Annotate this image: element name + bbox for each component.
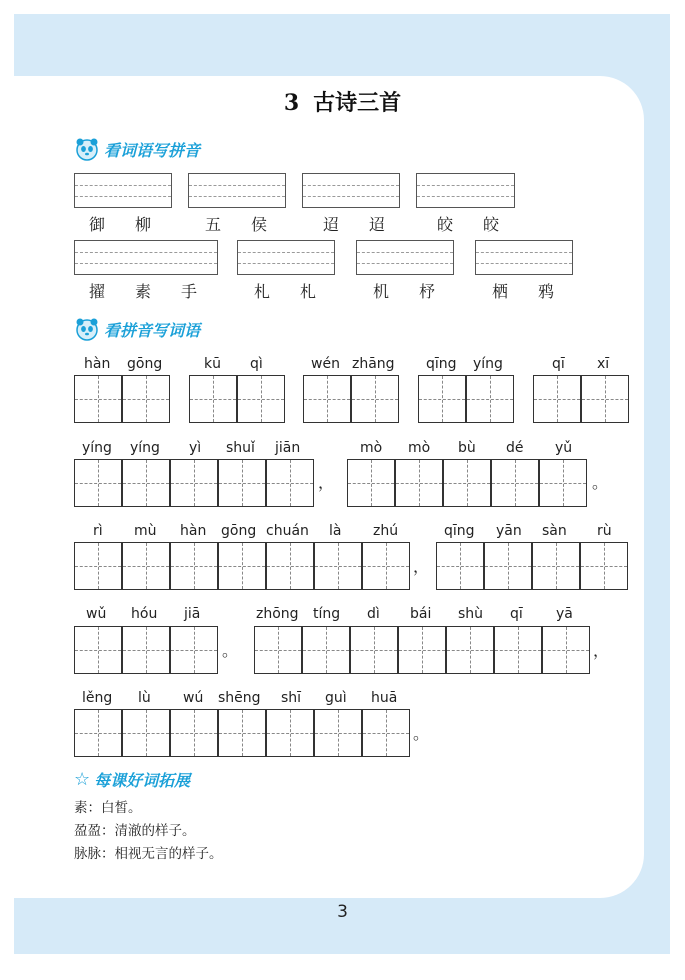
pinyin-answer-box[interactable] [237, 240, 335, 275]
pinyin: hóu [131, 606, 158, 622]
vocab-line: 盈盈：清澈的样子。 [74, 823, 196, 839]
punctuation: ， [318, 473, 335, 492]
pinyin: gōng [221, 523, 257, 539]
writing-cell[interactable] [398, 626, 446, 674]
writing-cell[interactable] [170, 626, 218, 674]
punctuation: 。 [222, 641, 239, 660]
pinyin: lěng [82, 690, 113, 706]
writing-cell[interactable] [418, 375, 466, 423]
pinyin: bái [410, 606, 432, 622]
writing-cell[interactable] [74, 375, 122, 423]
vocab-line: 素：白皙。 [74, 800, 142, 816]
pinyin: zhāng [352, 356, 395, 372]
pinyin: yā [556, 606, 573, 622]
writing-cell[interactable] [122, 375, 170, 423]
hanzi: 擢 [89, 282, 106, 301]
pinyin-answer-box[interactable] [356, 240, 454, 275]
writing-cell[interactable] [466, 375, 514, 423]
writing-cell[interactable] [347, 459, 395, 507]
writing-cell[interactable] [494, 626, 542, 674]
writing-cell[interactable] [580, 542, 628, 590]
pinyin: shù [458, 606, 484, 622]
writing-cell[interactable] [266, 709, 314, 757]
hanzi: 鸦 [538, 282, 555, 301]
pinyin: lù [138, 690, 151, 706]
page-number: 3 [337, 902, 348, 922]
writing-cell[interactable] [532, 542, 580, 590]
writing-cell[interactable] [362, 542, 410, 590]
pinyin-answer-box[interactable] [475, 240, 573, 275]
pinyin: dé [506, 440, 524, 456]
hanzi: 皎 [437, 215, 454, 234]
writing-cell[interactable] [395, 459, 443, 507]
hanzi: 柳 [135, 215, 152, 234]
pinyin: qì [250, 356, 263, 372]
writing-cell[interactable] [314, 709, 362, 757]
writing-cell[interactable] [581, 375, 629, 423]
pinyin: zhōng [256, 606, 299, 622]
hanzi: 机 [373, 282, 390, 301]
writing-cell[interactable] [74, 626, 122, 674]
pinyin: jiā [184, 606, 201, 622]
pinyin: kū [204, 356, 221, 372]
writing-cell[interactable] [122, 459, 170, 507]
writing-cell[interactable] [266, 459, 314, 507]
writing-cell[interactable] [446, 626, 494, 674]
pinyin: rù [597, 523, 612, 539]
pinyin-answer-box[interactable] [302, 173, 400, 208]
pinyin: shēng [218, 690, 261, 706]
writing-cell[interactable] [351, 375, 399, 423]
pinyin: sàn [542, 523, 567, 539]
star-icon: ☆ [74, 769, 91, 790]
pinyin: shuǐ [226, 440, 255, 456]
hanzi: 迢 [323, 215, 340, 234]
writing-cell[interactable] [122, 626, 170, 674]
writing-cell[interactable] [350, 626, 398, 674]
section-header-extension: ☆ 每课好词拓展 [74, 769, 191, 790]
hanzi: 侯 [251, 215, 268, 234]
pinyin: mò [408, 440, 431, 456]
pinyin: qīng [426, 356, 457, 372]
writing-cell[interactable] [491, 459, 539, 507]
pinyin: mù [134, 523, 157, 539]
hanzi: 御 [89, 215, 106, 234]
pinyin: tíng [313, 606, 341, 622]
writing-cell[interactable] [218, 709, 266, 757]
pinyin: xī [597, 356, 610, 372]
pinyin: wén [311, 356, 340, 372]
writing-cell[interactable] [266, 542, 314, 590]
writing-cell[interactable] [74, 459, 122, 507]
hanzi: 杼 [419, 282, 436, 301]
pinyin: huā [371, 690, 398, 706]
pinyin: yǔ [555, 440, 573, 456]
pinyin: guì [325, 690, 347, 706]
section-header-words: 看拼音写词语 [74, 316, 200, 342]
pinyin: shī [281, 690, 302, 706]
writing-cell[interactable] [484, 542, 532, 590]
hanzi: 手 [181, 282, 198, 301]
hanzi: 迢 [369, 215, 386, 234]
writing-cell[interactable] [443, 459, 491, 507]
pinyin: dì [367, 606, 380, 622]
pinyin: yì [189, 440, 202, 456]
writing-cell[interactable] [218, 459, 266, 507]
panda-icon [74, 136, 100, 162]
punctuation: ， [593, 641, 610, 660]
pinyin-answer-box[interactable] [74, 240, 218, 275]
pinyin: yíng [130, 440, 160, 456]
pinyin: yíng [82, 440, 112, 456]
writing-cell[interactable] [122, 542, 170, 590]
writing-cell[interactable] [539, 459, 587, 507]
writing-cell[interactable] [218, 542, 266, 590]
pinyin: qīng [444, 523, 475, 539]
panda-icon [74, 316, 100, 342]
pinyin: gōng [127, 356, 163, 372]
pinyin: qī [552, 356, 565, 372]
pinyin: yān [496, 523, 522, 539]
writing-cell[interactable] [170, 709, 218, 757]
punctuation: ， [413, 557, 430, 576]
writing-cell[interactable] [237, 375, 285, 423]
pinyin: chuán [266, 523, 309, 539]
writing-cell[interactable] [170, 459, 218, 507]
writing-cell[interactable] [74, 709, 122, 757]
page-title: 3 古诗三首 [283, 90, 402, 116]
writing-cell[interactable] [170, 542, 218, 590]
pinyin: mò [360, 440, 383, 456]
writing-cell[interactable] [533, 375, 581, 423]
hanzi: 五 [205, 215, 222, 234]
writing-cell[interactable] [122, 709, 170, 757]
hanzi: 札 [254, 282, 271, 301]
hanzi: 札 [300, 282, 317, 301]
pinyin-answer-box[interactable] [74, 173, 172, 208]
pinyin: là [329, 523, 342, 539]
writing-cell[interactable] [302, 626, 350, 674]
pinyin: rì [93, 523, 103, 539]
hanzi: 皎 [483, 215, 500, 234]
punctuation: 。 [413, 724, 430, 743]
pinyin: qī [510, 606, 523, 622]
writing-cell[interactable] [254, 626, 302, 674]
pinyin: wǔ [86, 606, 107, 622]
writing-cell[interactable] [362, 709, 410, 757]
pinyin-answer-box[interactable] [188, 173, 286, 208]
pinyin: hàn [84, 356, 111, 372]
hanzi: 栖 [492, 282, 509, 301]
pinyin: jiān [275, 440, 301, 456]
writing-cell[interactable] [542, 626, 590, 674]
vocab-line: 脉脉：相视无言的样子。 [74, 846, 223, 862]
pinyin: hàn [180, 523, 207, 539]
hanzi: 素 [135, 282, 152, 301]
writing-cell[interactable] [189, 375, 237, 423]
pinyin-answer-box[interactable] [416, 173, 515, 208]
writing-cell[interactable] [303, 375, 351, 423]
pinyin: bù [458, 440, 476, 456]
writing-cell[interactable] [436, 542, 484, 590]
punctuation: 。 [592, 473, 609, 492]
pinyin: wú [183, 690, 204, 706]
writing-cell[interactable] [74, 542, 122, 590]
pinyin: zhú [373, 523, 399, 539]
section-header-pinyin: 看词语写拼音 [74, 136, 200, 162]
writing-cell[interactable] [314, 542, 362, 590]
pinyin: yíng [473, 356, 503, 372]
